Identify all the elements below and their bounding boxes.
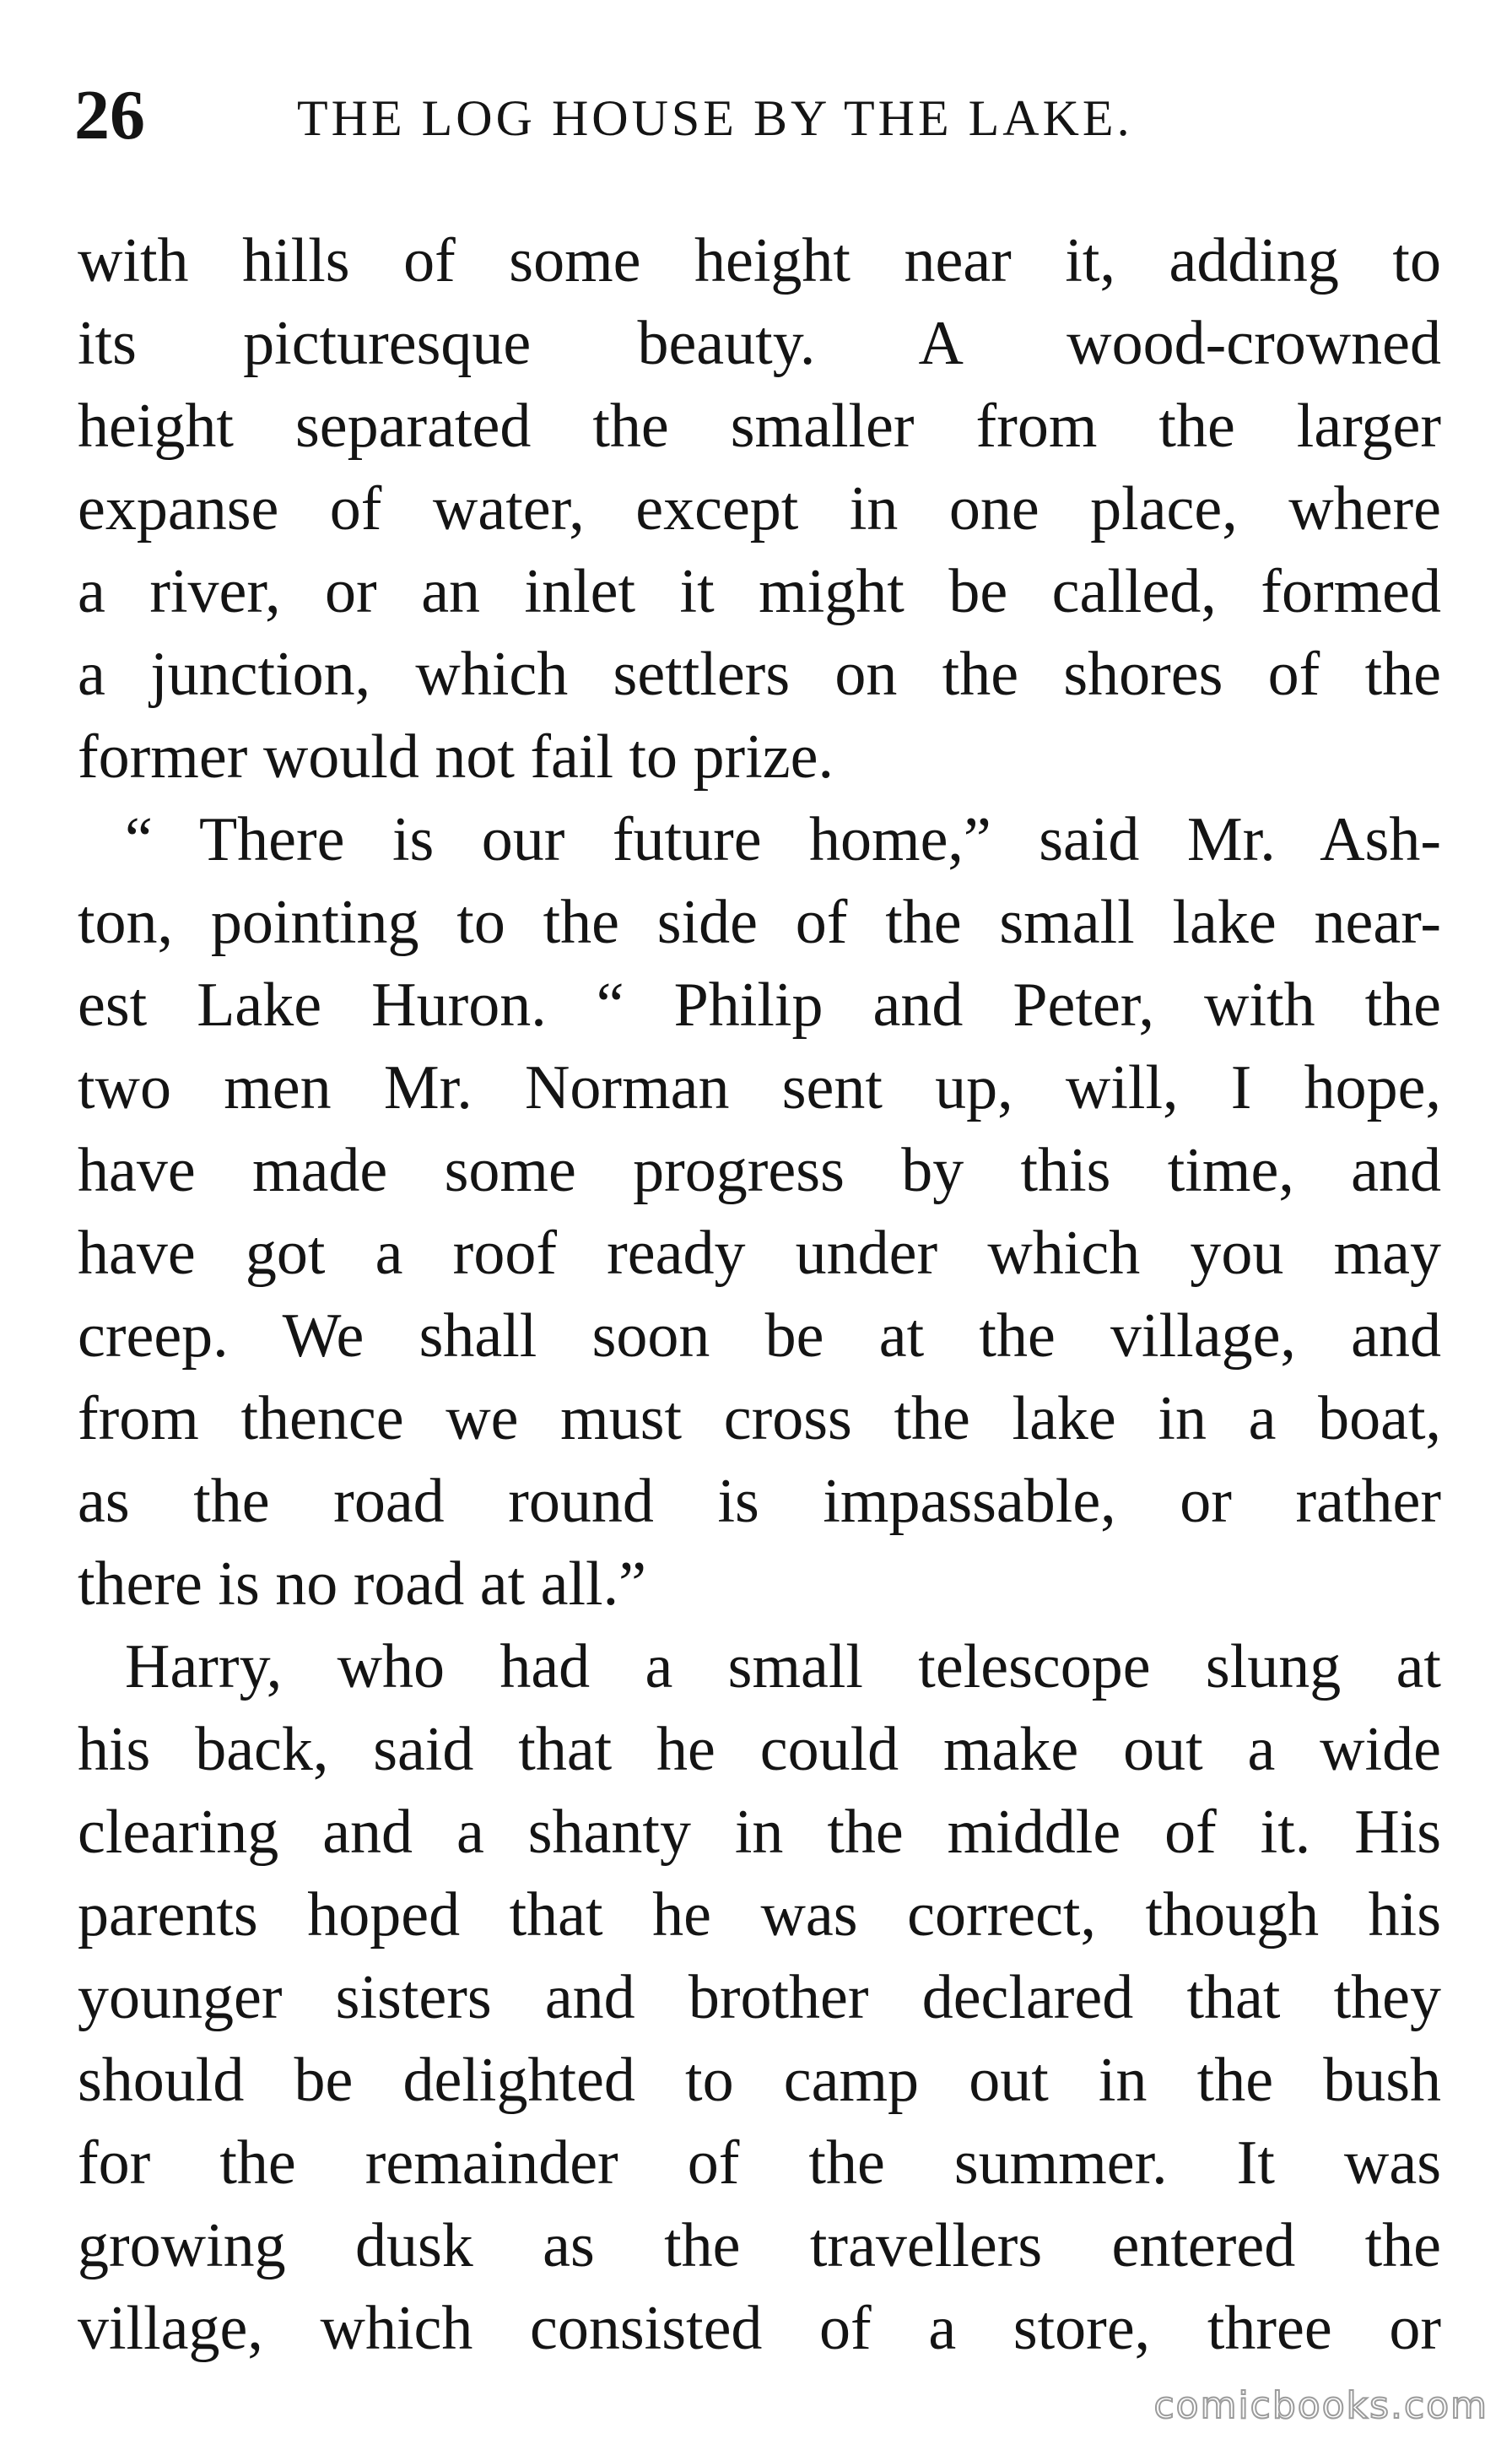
text-line: height separated the smaller from the larger: [78, 392, 1441, 461]
text-line: with hills of some height near it, adding to: [78, 226, 1441, 295]
text-line: from thence we must cross the lake in a boat,: [78, 1384, 1441, 1453]
text-line: creep. We shall soon be at the village, and: [78, 1301, 1441, 1371]
watermark: comicbooks.com: [1153, 2384, 1488, 2427]
text-line: clearing and a shanty in the middle of it. His: [78, 1798, 1441, 1867]
text-line: expanse of water, except in one place, where: [78, 474, 1441, 544]
text-line: there is no road at all.”: [78, 1549, 646, 1619]
running-head: THE LOG HOUSE BY THE LAKE.: [297, 90, 1133, 146]
text-line: two men Mr. Norman sent up, will, I hope,: [78, 1053, 1441, 1122]
body-text: [78, 219, 1441, 2370]
text-line: parents hoped that he was correct, though his: [78, 1880, 1441, 1950]
text-line: have made some progress by this time, and: [78, 1136, 1441, 1205]
text-line: Harry, who had a small telescope slung at: [125, 1632, 1441, 1701]
page-number: 26: [74, 76, 145, 154]
text-line: his back, said that he could make out a wide: [78, 1715, 1441, 1784]
text-line: growing dusk as the travellers entered the: [78, 2211, 1441, 2280]
text-line: as the road round is impassable, or rather: [78, 1467, 1441, 1536]
text-line: “ There is our future home,” said Mr. Ash-: [125, 805, 1441, 874]
page-header: [74, 78, 1441, 154]
text-line: former would not fail to prize.: [78, 722, 834, 792]
text-line: a river, or an inlet it might be called, formed: [78, 557, 1441, 626]
text-line: for the remainder of the summer. It was: [78, 2128, 1441, 2198]
text-line: ton, pointing to the side of the small lake near-: [78, 888, 1441, 957]
text-line: should be delighted to camp out in the bush: [78, 2046, 1441, 2115]
text-line: younger sisters and brother declared that they: [78, 1963, 1441, 2032]
text-line: have got a roof ready under which you may: [78, 1219, 1441, 1288]
text-line: its picturesque beauty. A wood-crowned: [78, 309, 1441, 378]
text-line: est Lake Huron. “ Philip and Peter, with the: [78, 971, 1441, 1040]
text-line: a junction, which settlers on the shores of the: [78, 640, 1441, 709]
text-line: village, which consisted of a store, three or: [78, 2294, 1441, 2363]
